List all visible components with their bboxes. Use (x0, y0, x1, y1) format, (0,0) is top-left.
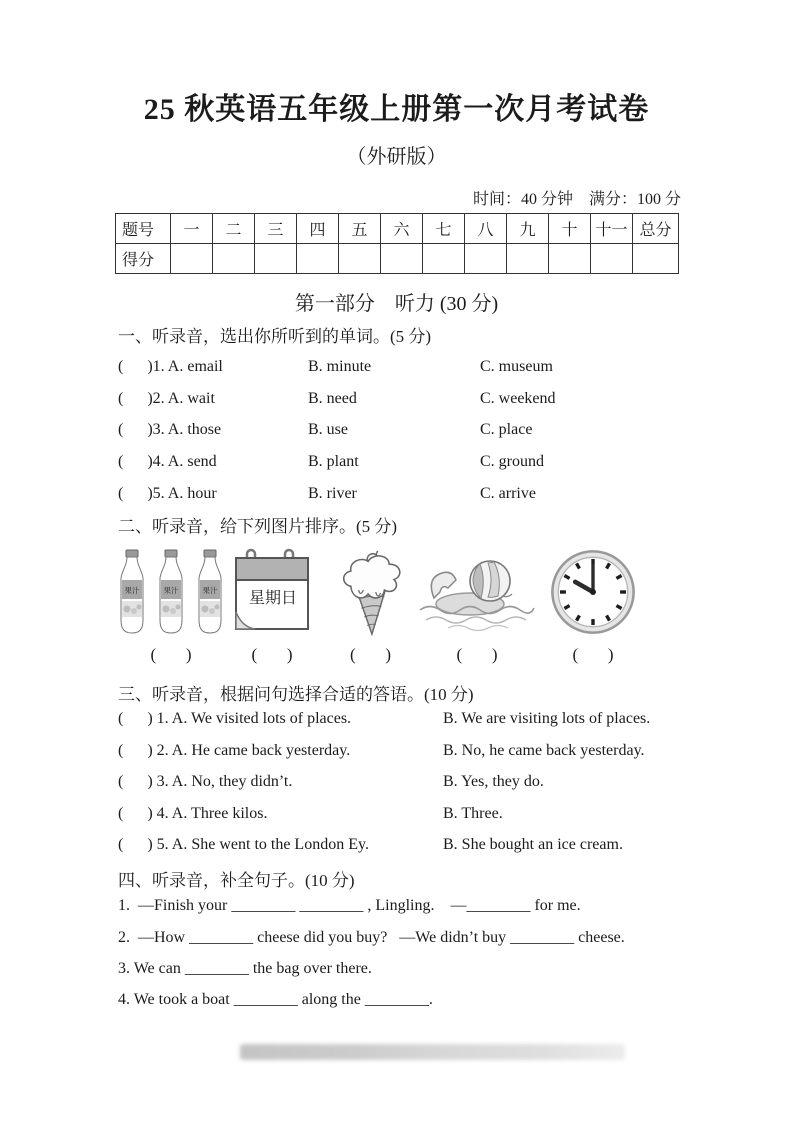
picture-calendar (233, 548, 311, 665)
bottle-label: 果汁 (124, 586, 140, 595)
bottle-label: 果汁 (202, 586, 218, 595)
section1-title: 一、听录音，选出你所听到的单词。(5 分) (118, 327, 432, 346)
score-table (115, 213, 679, 274)
option-b: B. plant (308, 453, 359, 470)
swimmer-icon (418, 548, 536, 636)
option-a: A. He came back yesterday. (171, 742, 351, 759)
s3-item-2 (118, 742, 738, 760)
score-blank-cell (381, 244, 423, 274)
option-b: B. We are visiting lots of places. (443, 710, 651, 727)
answer-blank: ( )4. (118, 453, 165, 470)
score-blank-cell (633, 244, 679, 274)
section4-title: 四、听录音，补全句子。(10 分) (118, 871, 355, 890)
clock-icon (541, 548, 645, 636)
picture-juice-bottles (115, 548, 227, 665)
s3-item-5 (118, 836, 738, 854)
option-b: B. She bought an ice cream. (443, 836, 623, 853)
picture-answer-slot: ( ) (251, 645, 293, 664)
option-b: B. Three. (443, 805, 503, 822)
s1-item-3 (118, 421, 738, 439)
option-a: A. Three kilos. (171, 805, 268, 822)
option-c: C. ground (480, 453, 544, 470)
picture-clock (538, 548, 648, 665)
score-header-cell: 七 (423, 214, 465, 244)
score-blank-cell (465, 244, 507, 274)
juice-bottles-icon (115, 548, 227, 636)
score-blank-cell (423, 244, 465, 274)
ice-cream-icon (328, 548, 413, 636)
option-c: C. museum (480, 358, 553, 375)
section2-title: 二、听录音，给下列图片排序。(5 分) (118, 517, 398, 536)
fill-in-sentence-3: 3. We can ________ the bag over there. (118, 960, 372, 977)
option-b: B. river (308, 485, 357, 502)
calendar-day-label: 星期日 (248, 590, 298, 607)
picture-ice-cream (328, 548, 413, 665)
score-blank-cell (339, 244, 381, 274)
score-header-cell: 六 (381, 214, 423, 244)
answer-blank: ( ) 2. (118, 742, 169, 759)
option-b: B. minute (308, 358, 372, 375)
option-b: B. No, he came back yesterday. (443, 742, 645, 759)
answer-blank: ( )5. (118, 485, 165, 502)
fill-in-sentence-4: 4. We took a boat ________ along the ________. (118, 991, 433, 1008)
score-header-cell: 八 (465, 214, 507, 244)
option-a: A. email (167, 358, 223, 375)
watermark-blur (240, 1044, 625, 1060)
answer-blank: ( ) 1. (118, 710, 169, 727)
answer-blank: ( )1. (118, 358, 165, 375)
score-header-cell: 一 (171, 214, 213, 244)
score-blank-cell (507, 244, 549, 274)
score-blank-cell (213, 244, 255, 274)
score-table-header-row (116, 214, 679, 244)
option-a: A. She went to the London Ey. (171, 836, 369, 853)
score-header-cell: 九 (507, 214, 549, 244)
picture-answer-slot: ( ) (349, 645, 392, 664)
part1-heading: 第一部分 听力 (30 分) (294, 293, 499, 315)
bottle-label: 果汁 (163, 586, 179, 595)
option-b: B. Yes, they do. (443, 773, 544, 790)
score-header-cell: 十 (549, 214, 591, 244)
fill-in-sentence-2: 2. —How ________ cheese did you buy? —We didn’t buy ________ cheese. (118, 929, 625, 946)
score-blank-cell (549, 244, 591, 274)
score-header-cell: 四 (297, 214, 339, 244)
score-header-cell: 二 (213, 214, 255, 244)
s1-item-1 (118, 358, 738, 376)
option-a: A. We visited lots of places. (171, 710, 352, 727)
score-header-cell: 总分 (633, 214, 679, 244)
score-blank-cell (171, 244, 213, 274)
calendar-icon (233, 548, 311, 636)
score-header-cell: 十一 (591, 214, 633, 244)
s1-item-2 (118, 390, 738, 408)
answer-blank: ( )2. (118, 390, 165, 407)
option-c: C. arrive (480, 485, 536, 502)
exam-meta: 时间：40 分钟 满分：100 分 (472, 191, 681, 208)
option-c: C. place (480, 421, 533, 438)
option-a: A. hour (167, 485, 217, 502)
page-subtitle: （外研版） (346, 146, 447, 168)
picture-answer-slot: ( ) (456, 645, 498, 664)
answer-blank: ( ) 3. (118, 773, 169, 790)
answer-blank: ( ) 5. (118, 836, 169, 853)
score-header-cell: 五 (339, 214, 381, 244)
score-header-cell: 三 (255, 214, 297, 244)
page-title: 25 秋英语五年级上册第一次月考试卷 (143, 93, 650, 126)
option-b: B. need (308, 390, 357, 407)
option-a: A. send (167, 453, 217, 470)
score-row (116, 244, 679, 274)
score-blank-cell (297, 244, 339, 274)
fill-in-sentence-1: 1. —Finish your ________ ________ , Lingling. —________ for me. (118, 897, 581, 914)
option-b: B. use (308, 421, 348, 438)
score-header-cell: 题号 (116, 214, 171, 244)
score-blank-cell (591, 244, 633, 274)
section3-title: 三、听录音，根据问句选择合适的答语。(10 分) (118, 685, 474, 704)
score-blank-cell (255, 244, 297, 274)
answer-blank: ( ) 4. (118, 805, 169, 822)
option-a: A. those (167, 421, 222, 438)
option-a: A. wait (167, 390, 215, 407)
picture-answer-slot: ( ) (150, 645, 192, 664)
s3-item-3 (118, 773, 738, 791)
option-c: C. weekend (480, 390, 556, 407)
s1-item-4 (118, 453, 738, 471)
score-row-label: 得分 (116, 244, 171, 274)
picture-swimmer (418, 548, 536, 665)
s3-item-4 (118, 805, 738, 823)
answer-blank: ( )3. (118, 421, 165, 438)
s3-item-1 (118, 710, 738, 728)
s1-item-5 (118, 485, 738, 503)
option-a: A. No, they didn’t. (171, 773, 293, 790)
picture-answer-slot: ( ) (572, 645, 614, 664)
